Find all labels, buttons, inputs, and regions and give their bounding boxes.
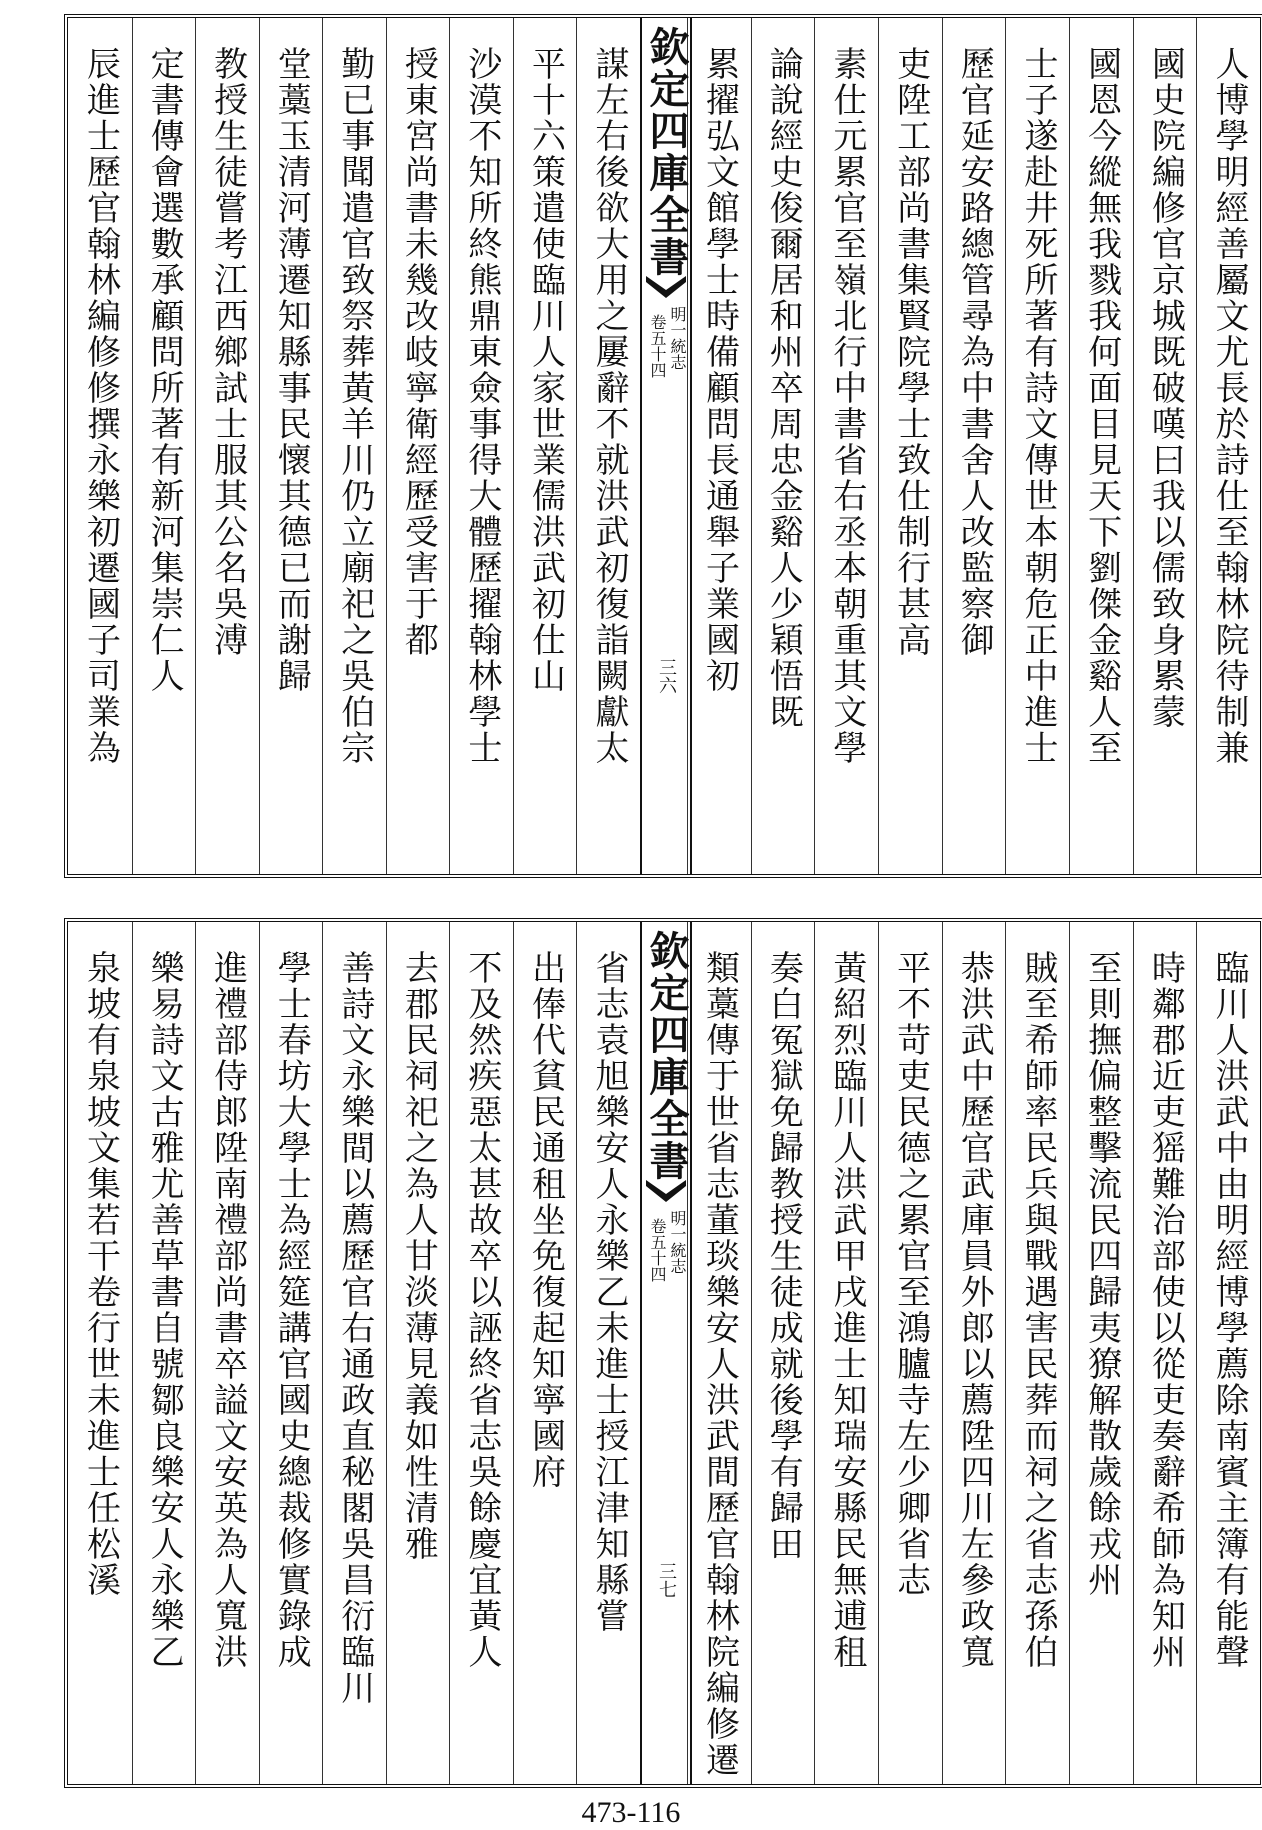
spine-title: 欽定四庫全書	[643, 930, 690, 1182]
text-column: 謀左右後欲大用之屢辭不就洪武初復詣闕獻太	[576, 18, 640, 874]
text-column: 累擢弘文館學士時備顧問長通舉子業國初	[687, 18, 751, 874]
text-column: 省志袁旭樂安人永樂乙未進士授江津知縣嘗	[576, 922, 640, 1784]
text-column: 善詩文永樂間以薦歷官右通政直秘閣吳昌衍臨川	[322, 922, 386, 1784]
text-column: 奏白冤獄免歸教授生徒成就後學有歸田	[751, 922, 815, 1784]
text-column: 素仕元累官至嶺北行中書省右丞本朝重其文學	[814, 18, 878, 874]
text-column: 辰進士歷官翰林編修修撰永樂初遷國子司業為	[80, 46, 121, 766]
bottom-page	[64, 918, 1262, 1788]
text-column: 學士春坊大學士為經筵講官國史總裁修實錄成	[259, 922, 323, 1784]
text-column: 泉坡有泉坡文集若干卷行世未進士任松溪	[80, 950, 121, 1598]
text-column: 黃紹烈臨川人洪武甲戌進士知瑞安縣民無逋租	[814, 922, 878, 1784]
text-column: 類藁傳于世省志董琰樂安人洪武間歷官翰林院編修遷	[687, 922, 751, 1784]
text-column: 堂藁玉清河薄遷知縣事民懷其德已而謝歸	[259, 18, 323, 874]
text-column: 出俸代貧民通租坐免復起知寧國府	[513, 922, 577, 1784]
text-column: 沙漠不知所終熊鼎東僉事得大體歷擢翰林學士	[449, 18, 513, 874]
spine-section: 明一統志	[668, 306, 687, 370]
text-column: 平不苛吏民德之累官至鴻臚寺左少卿省志	[878, 922, 942, 1784]
top-left-half	[68, 18, 640, 874]
text-column: 進禮部侍郎陞南禮部尚書卒謚文安英為人寬洪	[195, 922, 259, 1784]
text-column: 至則撫偏整擊流民四歸夷獠解散歲餘戎州	[1069, 922, 1133, 1784]
bottom-left-half	[68, 922, 640, 1784]
text-column: 去郡民祠祀之為人甘淡薄見義如性清雅	[386, 922, 450, 1784]
text-column: 教授生徒嘗考江西鄉試士服其公名吳溥	[195, 18, 259, 874]
text-column: 恭洪武中歷官武庫員外郎以薦陞四川左參政寬	[942, 922, 1006, 1784]
spine-title: 欽定四庫全書	[643, 26, 690, 278]
text-column: 論說經史俊爾居和州卒周忠金谿人少穎悟既	[751, 18, 815, 874]
page-footer-label: 473-116	[581, 1796, 681, 1829]
bottom-right-half	[686, 922, 1260, 1784]
text-column: 授東宮尚書未幾改岐寧衛經歷受害于都	[386, 18, 450, 874]
spine-volume: 卷五十四	[648, 1218, 667, 1282]
text-column: 臨川人洪武中由明經博學薦除南賓主簿有能聲	[1196, 922, 1260, 1784]
spine-volume: 卷五十四	[648, 314, 667, 378]
page-spine	[640, 922, 692, 1784]
text-column: 士子遂赴井死所著有詩文傳世本朝危正中進士	[1005, 18, 1069, 874]
spine-page-number: 三七	[656, 1562, 677, 1598]
text-column: 歷官延安路總管尋為中書舍人改監察御	[942, 18, 1006, 874]
text-column: 時鄰郡近吏猺難治部使以從吏奏辭希師為知州	[1133, 922, 1197, 1784]
text-column: 國恩今縱無我戮我何面目見天下劉傑金谿人至	[1069, 18, 1133, 874]
text-column: 賊至希師率民兵與戰遇害民葬而祠之省志孫伯	[1005, 922, 1069, 1784]
text-column: 不及然疾惡太甚故卒以誣終省志吳餘慶宜黃人	[449, 922, 513, 1784]
fish-tail-mark-icon	[646, 1180, 686, 1202]
spine-page-number: 三六	[656, 658, 677, 694]
text-column: 樂易詩文古雅尤善草書自號鄒良樂安人永樂乙	[132, 922, 196, 1784]
fish-tail-mark-icon	[646, 276, 686, 298]
text-column: 平十六策遣使臨川人家世業儒洪武初仕山	[513, 18, 577, 874]
page-spine	[640, 18, 692, 874]
top-right-half	[686, 18, 1260, 874]
text-column: 勤已事聞遣官致祭葬黃羊川仍立廟祀之吳伯宗	[322, 18, 386, 874]
text-column: 吏陞工部尚書集賢院學士致仕制行甚高	[878, 18, 942, 874]
text-column: 人博學明經善屬文尤長於詩仕至翰林院待制兼	[1196, 18, 1260, 874]
text-column: 定書傳會選數承顧問所著有新河集崇仁人	[132, 18, 196, 874]
spine-section: 明一統志	[668, 1210, 687, 1274]
text-column: 國史院編修官京城既破嘆曰我以儒致身累蒙	[1133, 18, 1197, 874]
top-page	[64, 14, 1262, 878]
